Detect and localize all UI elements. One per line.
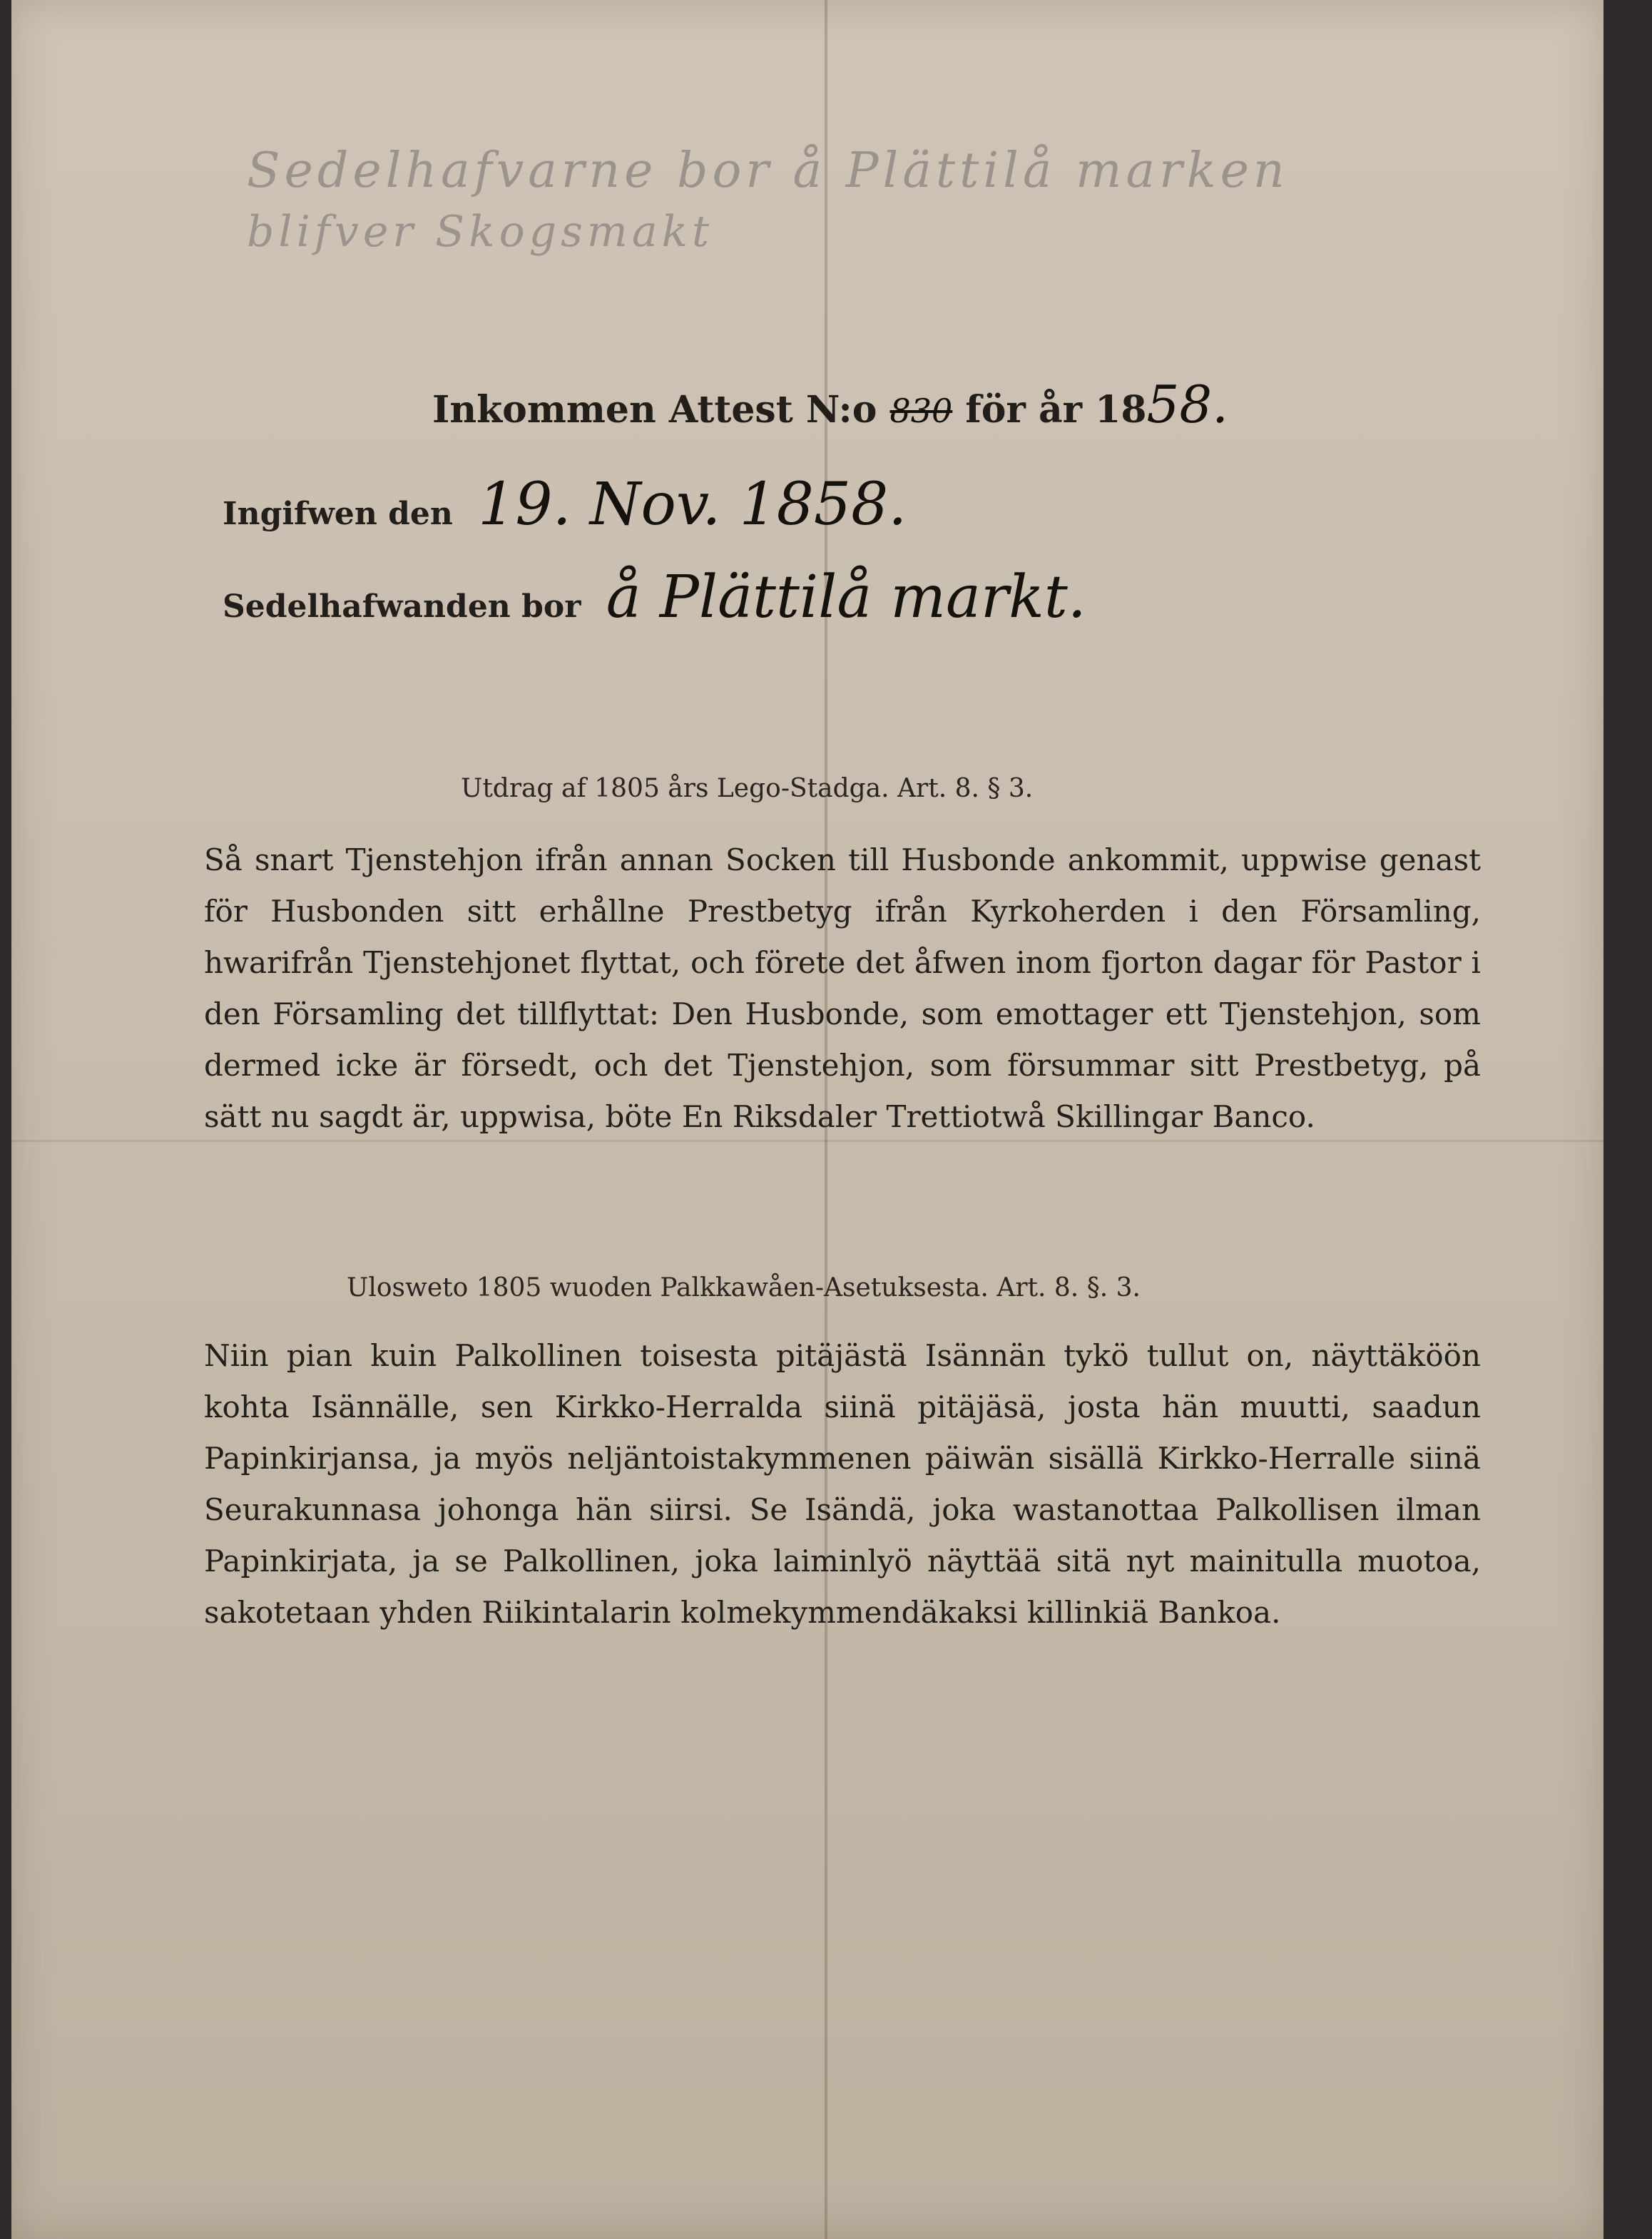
struck-number: 830 — [889, 392, 953, 430]
finnish-paragraph: Niin pian kuin Palkollinen toisesta pitäjästä Isännän tykö tullut on, näyttäköön kohta Isännälle, sen Kirkko-Herralda siinä pitäjäsä, josta hän muutti, saadun Papinkirjansa, ja myös neljäntoistakymmenen päiwän sisällä Kirkko-Herralle siinä Seurakunnasa johonga hän siirsi. Se Isändä, joka wastanottaa Palkollisen ilman Papinkirjata, ja se Palkollinen, joka laiminlyö näyttää sitä nyt mainitulla muotoa, sakotetaan yhden Riikintalarin kolmekymmendäkaksi killinkiä Bankoa. — [204, 1338, 1481, 1630]
title-year-handwritten: 58. — [1146, 374, 1229, 434]
title-text: Inkommen Attest N:o — [432, 388, 877, 432]
swedish-heading: Utdrag af 1805 års Lego-Stadga. Art. 8. § 3. — [461, 774, 1034, 803]
sedelhafwanden-label: Sedelhafwanden bor — [223, 588, 581, 625]
pencil-note-line-1: Sedelhafvarne bor å Plättilå marken — [247, 143, 1289, 199]
ingifwen-value: 19. Nov. 1858. — [478, 471, 907, 539]
finnish-heading: Ulosweto 1805 wuoden Palkkawåen-Asetuksesta. Art. 8. §. 3. — [347, 1273, 1141, 1302]
pencil-note-line-2: blifver Skogsmakt — [247, 207, 714, 257]
sedelhafwanden-value: å Plättilå markt. — [606, 563, 1086, 631]
document-title — [432, 374, 1228, 434]
sedelhafwanden-row — [223, 563, 1086, 631]
swedish-paragraph: Så snart Tjenstehjon ifrån annan Socken till Husbonde ankommit, uppwise genast för Husbonden sitt erhållne Prestbetyg ifrån Kyrkoherden i den Församling, hwarifrån Tjenstehjonet flyttat, och förete det åfwen inom fjorton dagar för Pastor i den Församling det tillflyttat: Den Husbonde, som emottager ett Tjenstehjon, som dermed icke är försedt, och det Tjenstehjon, som försummar sitt Prestbetyg, på sätt nu sagdt är, uppwisa, böte En Riksdaler Trettiotwå Skillingar Banco. — [204, 842, 1481, 1134]
ingifwen-row — [223, 471, 907, 539]
document-page — [11, 0, 1603, 2239]
title-year-text: för år 18 — [965, 388, 1147, 432]
ingifwen-label: Ingifwen den — [223, 496, 453, 532]
